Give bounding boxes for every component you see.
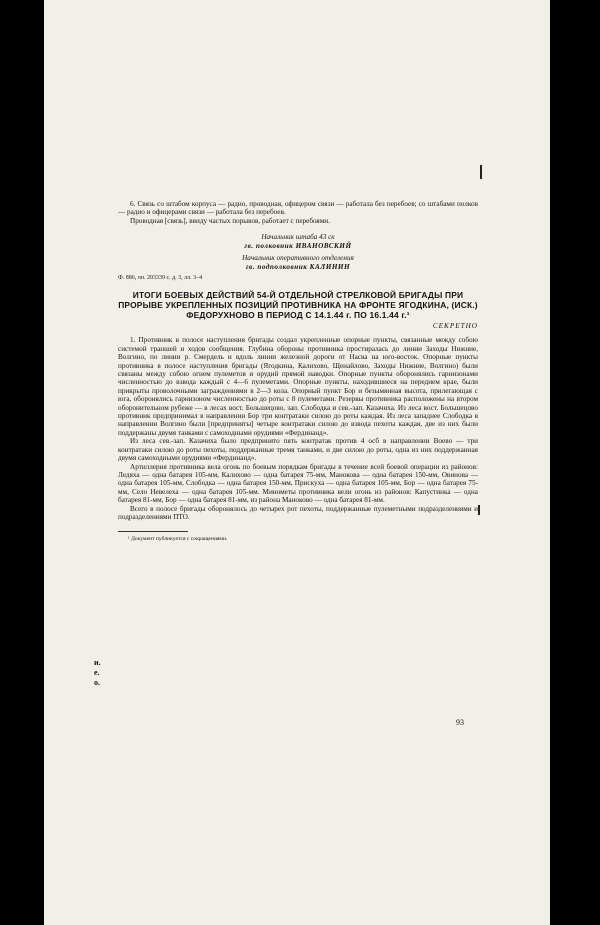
document-body	[118, 200, 478, 544]
intro-paragraph-1: 6. Связь со штабом корпуса — радио, проводная, офицером связи — работала без перебоев; со штабами полков — радио и офицерами связи — работала без перебоев.	[118, 200, 478, 217]
margin-mark: е.	[94, 668, 100, 677]
scan-edge-mark	[478, 505, 480, 515]
body-paragraph-4: Всего в полосе бригады оборонялось до четырех рот пехоты, поддержанные пулеметными подразделениями и подразделениями ПТО.	[118, 504, 478, 521]
footnote-divider	[118, 531, 188, 532]
body-paragraph-1: 1. Противник в полосе наступления бригады создал укрепленные опорные пункты, связанные между собою системой траншей и ходов сообщения. Глубина обороны противника простиралась до линии Заходы Нижние, Волгино, по линии р. Смердель и вдоль линии железной дороги от Насва на юго-восток. Опорные пункты противника в полосе наступления бригады (Ягодкина, Калихово, Щенайлово, Заходы Нижние, Волгино) были связаны между собою огнем пулеметов и орудий прямой наводки. Опорные пункты оборонялись гарнизонами численностью до взвода каждый с 4—6 пулеметами. Опорные пункты, находившиеся на переднем крае, были прикрыты проволочными заграждениями в 2—3 кола. Опорный пункт Бор и безымянная высота, прилегающая с юга, оборонялись гарнизоном численностью до роты с 8 пулеметами. Резервы противника расположены на втором оборонительном рубеже — в лесах вост. Большецово, зап. Слободка и сев.-зап. Казачиха. Из леса вост. Большецово противник предпринимал в направлении Бор три контратаки силою до роты каждая. Из леса западнее Слободка в направлении Волгино были [предприняты] четыре контратаки силою до взвода пехоты каждая, две из них были поддержаны двумя танками с самоходными орудиями «Фердинанд».	[118, 336, 478, 437]
signature-name: гв. подполковник КАЛИНИН	[245, 263, 351, 271]
margin-marks	[94, 658, 101, 688]
archive-reference: Ф. 886, оп. 203339 с. д. 3, лл. 3–4	[118, 274, 203, 281]
page-number: 93	[456, 718, 464, 727]
body-paragraph-3: Артиллерия противника вела огонь по боевым порядкам бригады в течение всей боевой операции из районов: Ледяха — одна батарея 105-мм, Калихово — одна батарея 75-мм, Манокова — одна батарея 150-мм, Овинова — одна батарея 105-мм, Слободка — одна батарея 150-мм, Прискуха — одна батарея 105-мм, Бор — одна батарея 75-мм, Село Невелеха — одна батарея 105-мм. Минометы противника вели огонь из районов: Капустинка — одна батарея 81-мм, Бор — одна батарея 81-мм, из района Маноково — одна батарея 81-мм.	[118, 462, 478, 505]
margin-mark: о.	[94, 678, 100, 687]
intro-paragraph-2: Проводная [связь], ввиду частых порывов, работает с перебоями.	[130, 216, 330, 225]
document-page	[44, 0, 550, 925]
body-paragraph-2: Из леса сев.-зап. Казачиха было предпринято пять контратак против 4 осб в направлении Воево — три контратаки силою до роты пехоты, поддержанные тремя танками, и две силою до роты, одна из них поддержанная двумя самоходными орудиями «Фердинанд».	[118, 437, 478, 463]
scan-edge-mark	[480, 165, 482, 179]
document-heading: ИТОГИ БОЕВЫХ ДЕЙСТВИЙ 54-Й ОТДЕЛЬНОЙ СТРЕЛКОВОЙ БРИГАДЫ ПРИ ПРОРЫВЕ УКРЕПЛЕННЫХ ПОЗИЦИЙ ПРОТИВНИКА НА ФРОНТЕ ЯГОДКИНА, (ИСК.) ФЕДОРУХНОВО В ПЕРИОД С 14.1.44 г. ПО 16.1.44 г.¹	[118, 290, 478, 320]
signature-title: Начальник штаба 43 ск	[261, 233, 335, 242]
signature-name: гв. полковник ИВАНОВСКИЙ	[244, 241, 352, 250]
classification-label: СЕКРЕТНО	[432, 322, 478, 330]
signature-title: Начальник оперативного отделения	[242, 254, 354, 263]
footnote: ¹ Документ публикуется с сокращениями.	[128, 536, 228, 543]
margin-mark: и.	[94, 658, 101, 667]
